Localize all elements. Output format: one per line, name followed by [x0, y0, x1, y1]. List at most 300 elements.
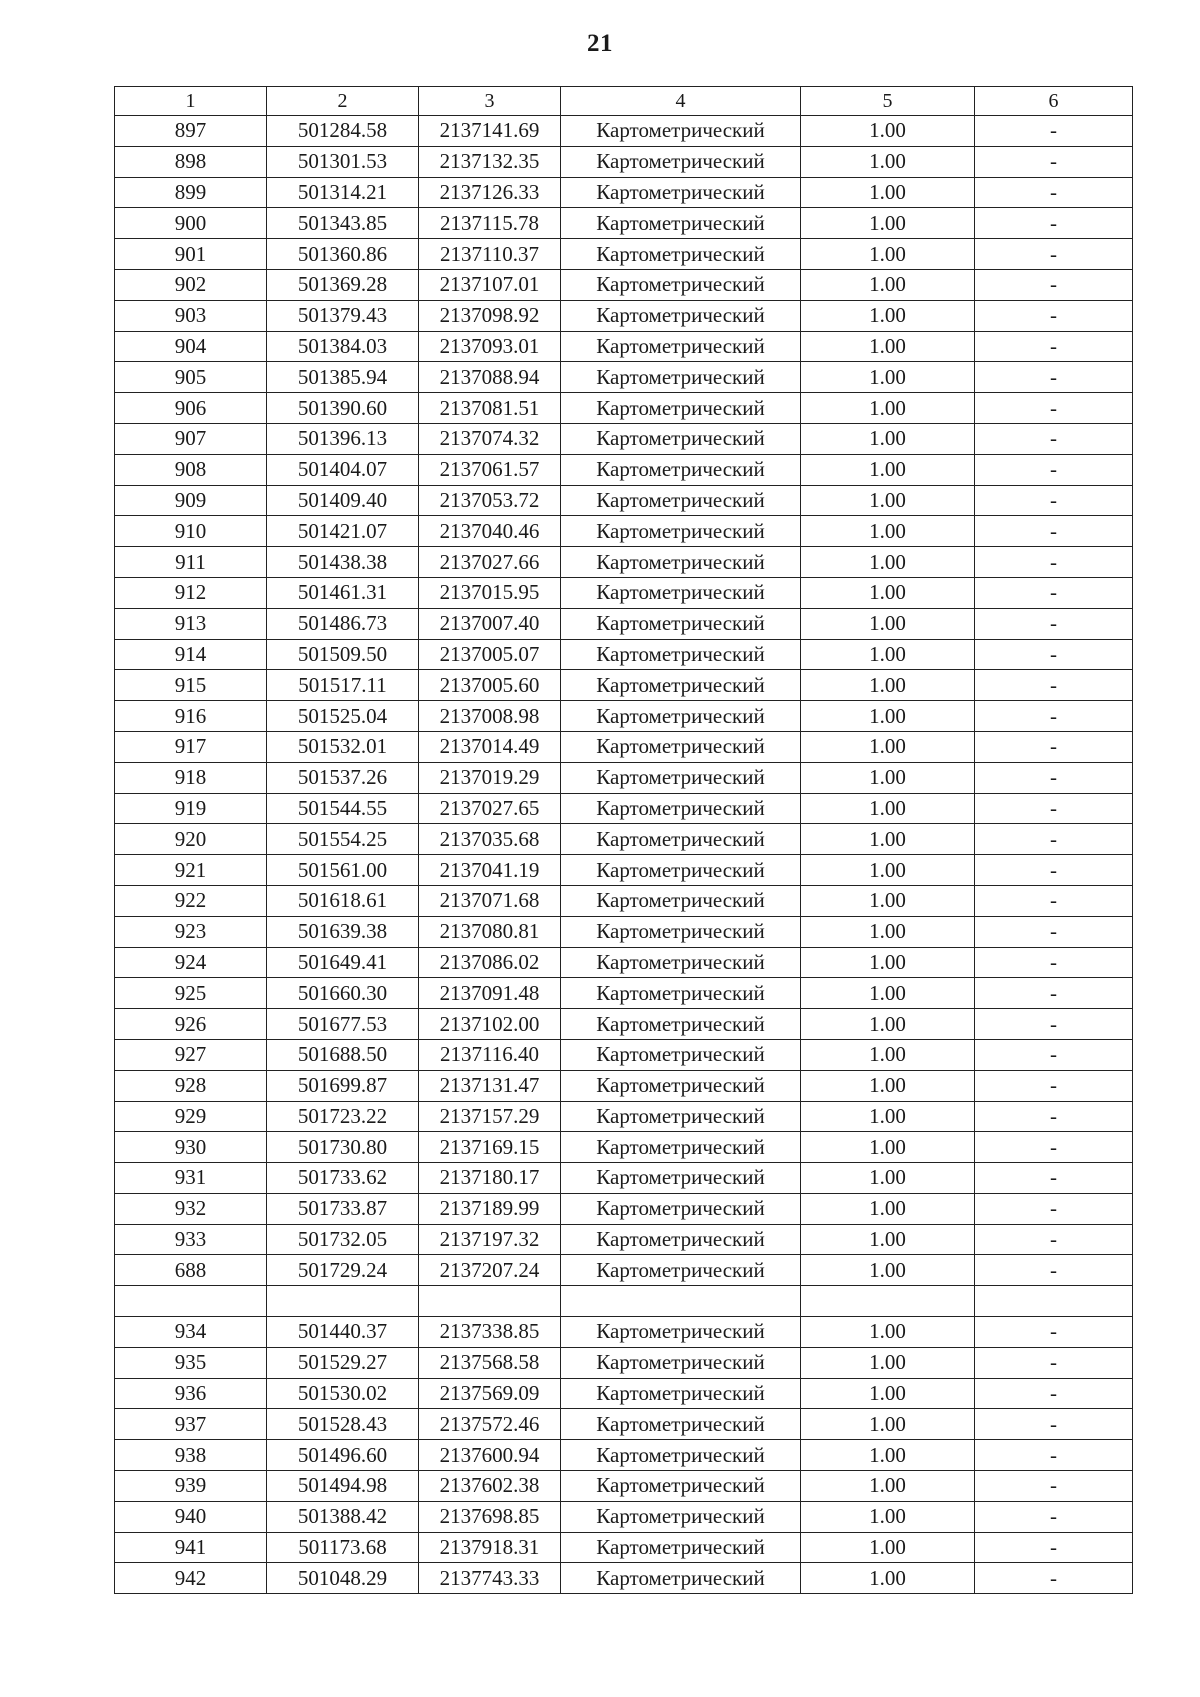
y-coordinate-cell: 2137074.32 — [419, 423, 561, 454]
point-number-cell: 912 — [115, 577, 267, 608]
x-coordinate-cell: 501732.05 — [267, 1224, 419, 1255]
x-coordinate-cell: 501369.28 — [267, 269, 419, 300]
method-cell: Картометрический — [561, 1409, 801, 1440]
method-cell: Картометрический — [561, 547, 801, 578]
point-number-cell: 940 — [115, 1501, 267, 1532]
table-row — [115, 1409, 1133, 1440]
note-cell: - — [975, 1224, 1133, 1255]
point-number-cell: 910 — [115, 516, 267, 547]
accuracy-cell: 1.00 — [801, 1532, 975, 1563]
method-cell: Картометрический — [561, 670, 801, 701]
accuracy-cell: 1.00 — [801, 1224, 975, 1255]
y-coordinate-cell: 2137110.37 — [419, 239, 561, 270]
note-cell: - — [975, 885, 1133, 916]
point-number-cell: 931 — [115, 1163, 267, 1194]
y-coordinate-cell: 2137180.17 — [419, 1163, 561, 1194]
method-cell: Картометрический — [561, 1378, 801, 1409]
accuracy-cell: 1.00 — [801, 855, 975, 886]
method-cell: Картометрический — [561, 885, 801, 916]
note-cell: - — [975, 670, 1133, 701]
x-coordinate-cell: 501314.21 — [267, 177, 419, 208]
y-coordinate-cell: 2137197.32 — [419, 1224, 561, 1255]
point-number-cell: 899 — [115, 177, 267, 208]
table-row — [115, 1039, 1133, 1070]
method-cell: Картометрический — [561, 423, 801, 454]
point-number-cell: 921 — [115, 855, 267, 886]
accuracy-cell: 1.00 — [801, 577, 975, 608]
method-cell: Картометрический — [561, 1101, 801, 1132]
note-cell: - — [975, 793, 1133, 824]
method-cell: Картометрический — [561, 1132, 801, 1163]
table-row — [115, 1132, 1133, 1163]
x-coordinate-cell: 501404.07 — [267, 454, 419, 485]
note-cell: - — [975, 1317, 1133, 1348]
y-coordinate-cell: 2137053.72 — [419, 485, 561, 516]
note-cell: - — [975, 423, 1133, 454]
table-row — [115, 239, 1133, 270]
method-cell: Картометрический — [561, 731, 801, 762]
y-coordinate-cell: 2137005.60 — [419, 670, 561, 701]
accuracy-cell: 1.00 — [801, 1409, 975, 1440]
note-cell: - — [975, 547, 1133, 578]
method-cell: Картометрический — [561, 1224, 801, 1255]
accuracy-cell: 1.00 — [801, 639, 975, 670]
note-cell: - — [975, 239, 1133, 270]
point-number-cell: 898 — [115, 146, 267, 177]
point-number-cell: 939 — [115, 1471, 267, 1502]
table-row — [115, 701, 1133, 732]
point-number-cell: 911 — [115, 547, 267, 578]
accuracy-cell: 1.00 — [801, 1101, 975, 1132]
accuracy-cell — [801, 1286, 975, 1317]
method-cell: Картометрический — [561, 269, 801, 300]
note-cell: - — [975, 1070, 1133, 1101]
y-coordinate-cell: 2137014.49 — [419, 731, 561, 762]
table-row — [115, 177, 1133, 208]
y-coordinate-cell: 2137091.48 — [419, 978, 561, 1009]
x-coordinate-cell: 501532.01 — [267, 731, 419, 762]
x-coordinate-cell: 501486.73 — [267, 608, 419, 639]
x-coordinate-cell: 501554.25 — [267, 824, 419, 855]
y-coordinate-cell: 2137189.99 — [419, 1193, 561, 1224]
note-cell: - — [975, 362, 1133, 393]
note-cell: - — [975, 701, 1133, 732]
accuracy-cell: 1.00 — [801, 485, 975, 516]
x-coordinate-cell: 501384.03 — [267, 331, 419, 362]
table-row — [115, 855, 1133, 886]
method-cell: Картометрический — [561, 300, 801, 331]
table-row — [115, 639, 1133, 670]
note-cell: - — [975, 177, 1133, 208]
x-coordinate-cell: 501729.24 — [267, 1255, 419, 1286]
note-cell: - — [975, 1163, 1133, 1194]
method-cell: Картометрический — [561, 1255, 801, 1286]
column-header: 3 — [419, 87, 561, 116]
note-cell: - — [975, 731, 1133, 762]
note-cell: - — [975, 454, 1133, 485]
y-coordinate-cell: 2137569.09 — [419, 1378, 561, 1409]
note-cell: - — [975, 1009, 1133, 1040]
point-number-cell: 916 — [115, 701, 267, 732]
accuracy-cell: 1.00 — [801, 1009, 975, 1040]
point-number-cell: 688 — [115, 1255, 267, 1286]
note-cell: - — [975, 1193, 1133, 1224]
table-body — [115, 116, 1133, 1594]
x-coordinate-cell: 501390.60 — [267, 393, 419, 424]
note-cell: - — [975, 300, 1133, 331]
accuracy-cell: 1.00 — [801, 177, 975, 208]
y-coordinate-cell — [419, 1286, 561, 1317]
method-cell: Картометрический — [561, 331, 801, 362]
note-cell: - — [975, 516, 1133, 547]
note-cell: - — [975, 824, 1133, 855]
x-coordinate-cell: 501440.37 — [267, 1317, 419, 1348]
table-row — [115, 1563, 1133, 1594]
note-cell: - — [975, 331, 1133, 362]
note-cell: - — [975, 116, 1133, 147]
table-row — [115, 331, 1133, 362]
x-coordinate-cell: 501530.02 — [267, 1378, 419, 1409]
table-row — [115, 762, 1133, 793]
table-row — [115, 793, 1133, 824]
accuracy-cell: 1.00 — [801, 454, 975, 485]
x-coordinate-cell — [267, 1286, 419, 1317]
table-row — [115, 1501, 1133, 1532]
point-number-cell: 917 — [115, 731, 267, 762]
table-row — [115, 300, 1133, 331]
note-cell: - — [975, 1132, 1133, 1163]
point-number-cell: 907 — [115, 423, 267, 454]
accuracy-cell: 1.00 — [801, 1347, 975, 1378]
x-coordinate-cell: 501677.53 — [267, 1009, 419, 1040]
point-number-cell: 913 — [115, 608, 267, 639]
method-cell: Картометрический — [561, 701, 801, 732]
point-number-cell: 915 — [115, 670, 267, 701]
point-number-cell: 901 — [115, 239, 267, 270]
y-coordinate-cell: 2137157.29 — [419, 1101, 561, 1132]
table-row — [115, 516, 1133, 547]
x-coordinate-cell: 501461.31 — [267, 577, 419, 608]
x-coordinate-cell: 501730.80 — [267, 1132, 419, 1163]
y-coordinate-cell: 2137035.68 — [419, 824, 561, 855]
accuracy-cell: 1.00 — [801, 423, 975, 454]
method-cell: Картометрический — [561, 1070, 801, 1101]
accuracy-cell: 1.00 — [801, 208, 975, 239]
note-cell: - — [975, 208, 1133, 239]
note-cell: - — [975, 947, 1133, 978]
header-row — [115, 87, 1133, 116]
accuracy-cell: 1.00 — [801, 146, 975, 177]
table-row — [115, 1317, 1133, 1348]
table-row — [115, 547, 1133, 578]
table-row — [115, 1255, 1133, 1286]
note-cell: - — [975, 855, 1133, 886]
method-cell: Картометрический — [561, 639, 801, 670]
x-coordinate-cell: 501388.42 — [267, 1501, 419, 1532]
table-row — [115, 116, 1133, 147]
accuracy-cell: 1.00 — [801, 1378, 975, 1409]
x-coordinate-cell: 501688.50 — [267, 1039, 419, 1070]
point-number-cell: 909 — [115, 485, 267, 516]
x-coordinate-cell: 501733.62 — [267, 1163, 419, 1194]
table-row — [115, 1378, 1133, 1409]
y-coordinate-cell: 2137086.02 — [419, 947, 561, 978]
coordinates-table — [114, 86, 1133, 1594]
accuracy-cell: 1.00 — [801, 670, 975, 701]
point-number-cell: 929 — [115, 1101, 267, 1132]
table-row — [115, 1070, 1133, 1101]
table-row — [115, 1193, 1133, 1224]
table-header — [115, 87, 1133, 116]
table-row — [115, 423, 1133, 454]
y-coordinate-cell: 2137568.58 — [419, 1347, 561, 1378]
point-number-cell — [115, 1286, 267, 1317]
y-coordinate-cell: 2137572.46 — [419, 1409, 561, 1440]
x-coordinate-cell: 501517.11 — [267, 670, 419, 701]
accuracy-cell: 1.00 — [801, 1070, 975, 1101]
y-coordinate-cell: 2137102.00 — [419, 1009, 561, 1040]
method-cell: Картометрический — [561, 762, 801, 793]
method-cell: Картометрический — [561, 1317, 801, 1348]
x-coordinate-cell: 501525.04 — [267, 701, 419, 732]
note-cell: - — [975, 269, 1133, 300]
column-header: 1 — [115, 87, 267, 116]
page-number: 21 — [587, 30, 613, 57]
method-cell: Картометрический — [561, 1563, 801, 1594]
note-cell: - — [975, 639, 1133, 670]
table-row — [115, 362, 1133, 393]
y-coordinate-cell: 2137602.38 — [419, 1471, 561, 1502]
x-coordinate-cell: 501421.07 — [267, 516, 419, 547]
x-coordinate-cell: 501496.60 — [267, 1440, 419, 1471]
x-coordinate-cell: 501537.26 — [267, 762, 419, 793]
note-cell: - — [975, 1255, 1133, 1286]
accuracy-cell: 1.00 — [801, 793, 975, 824]
y-coordinate-cell: 2137027.65 — [419, 793, 561, 824]
point-number-cell: 926 — [115, 1009, 267, 1040]
column-header: 4 — [561, 87, 801, 116]
accuracy-cell: 1.00 — [801, 1255, 975, 1286]
y-coordinate-cell: 2137338.85 — [419, 1317, 561, 1348]
accuracy-cell: 1.00 — [801, 1440, 975, 1471]
table-row — [115, 978, 1133, 1009]
point-number-cell: 941 — [115, 1532, 267, 1563]
table-row — [115, 1440, 1133, 1471]
accuracy-cell: 1.00 — [801, 824, 975, 855]
table-row — [115, 608, 1133, 639]
y-coordinate-cell: 2137169.15 — [419, 1132, 561, 1163]
y-coordinate-cell: 2137088.94 — [419, 362, 561, 393]
y-coordinate-cell: 2137600.94 — [419, 1440, 561, 1471]
method-cell: Картометрический — [561, 1347, 801, 1378]
method-cell: Картометрический — [561, 208, 801, 239]
point-number-cell: 919 — [115, 793, 267, 824]
note-cell: - — [975, 608, 1133, 639]
accuracy-cell: 1.00 — [801, 516, 975, 547]
x-coordinate-cell: 501529.27 — [267, 1347, 419, 1378]
x-coordinate-cell: 501396.13 — [267, 423, 419, 454]
y-coordinate-cell: 2137918.31 — [419, 1532, 561, 1563]
table-row — [115, 577, 1133, 608]
table-row — [115, 1347, 1133, 1378]
y-coordinate-cell: 2137007.40 — [419, 608, 561, 639]
point-number-cell: 920 — [115, 824, 267, 855]
note-cell: - — [975, 1101, 1133, 1132]
accuracy-cell: 1.00 — [801, 978, 975, 1009]
accuracy-cell: 1.00 — [801, 1471, 975, 1502]
note-cell: - — [975, 1501, 1133, 1532]
point-number-cell: 900 — [115, 208, 267, 239]
method-cell: Картометрический — [561, 793, 801, 824]
method-cell: Картометрический — [561, 177, 801, 208]
note-cell: - — [975, 1532, 1133, 1563]
table-row — [115, 1471, 1133, 1502]
method-cell: Картометрический — [561, 608, 801, 639]
method-cell: Картометрический — [561, 239, 801, 270]
table-row — [115, 824, 1133, 855]
point-number-cell: 938 — [115, 1440, 267, 1471]
y-coordinate-cell: 2137005.07 — [419, 639, 561, 670]
table-row — [115, 1532, 1133, 1563]
table-row — [115, 670, 1133, 701]
accuracy-cell: 1.00 — [801, 1317, 975, 1348]
table-row — [115, 1009, 1133, 1040]
note-cell: - — [975, 1409, 1133, 1440]
note-cell: - — [975, 146, 1133, 177]
table-row — [115, 393, 1133, 424]
method-cell: Картометрический — [561, 855, 801, 886]
x-coordinate-cell: 501409.40 — [267, 485, 419, 516]
accuracy-cell: 1.00 — [801, 1193, 975, 1224]
x-coordinate-cell: 501723.22 — [267, 1101, 419, 1132]
accuracy-cell: 1.00 — [801, 1039, 975, 1070]
x-coordinate-cell: 501639.38 — [267, 916, 419, 947]
accuracy-cell: 1.00 — [801, 608, 975, 639]
point-number-cell: 923 — [115, 916, 267, 947]
point-number-cell: 918 — [115, 762, 267, 793]
point-number-cell: 937 — [115, 1409, 267, 1440]
accuracy-cell: 1.00 — [801, 362, 975, 393]
y-coordinate-cell: 2137027.66 — [419, 547, 561, 578]
x-coordinate-cell: 501649.41 — [267, 947, 419, 978]
point-number-cell: 942 — [115, 1563, 267, 1594]
table-row — [115, 146, 1133, 177]
point-number-cell: 936 — [115, 1378, 267, 1409]
method-cell: Картометрический — [561, 116, 801, 147]
y-coordinate-cell: 2137093.01 — [419, 331, 561, 362]
y-coordinate-cell: 2137126.33 — [419, 177, 561, 208]
y-coordinate-cell: 2137019.29 — [419, 762, 561, 793]
method-cell — [561, 1286, 801, 1317]
method-cell: Картометрический — [561, 978, 801, 1009]
note-cell: - — [975, 485, 1133, 516]
y-coordinate-cell: 2137041.19 — [419, 855, 561, 886]
point-number-cell: 927 — [115, 1039, 267, 1070]
column-header: 2 — [267, 87, 419, 116]
point-number-cell: 932 — [115, 1193, 267, 1224]
method-cell: Картометрический — [561, 393, 801, 424]
method-cell: Картометрический — [561, 146, 801, 177]
x-coordinate-cell: 501360.86 — [267, 239, 419, 270]
method-cell: Картометрический — [561, 1440, 801, 1471]
table-row — [115, 208, 1133, 239]
accuracy-cell: 1.00 — [801, 300, 975, 331]
y-coordinate-cell: 2137131.47 — [419, 1070, 561, 1101]
note-cell: - — [975, 1563, 1133, 1594]
point-number-cell: 935 — [115, 1347, 267, 1378]
accuracy-cell: 1.00 — [801, 885, 975, 916]
y-coordinate-cell: 2137116.40 — [419, 1039, 561, 1070]
table-row — [115, 731, 1133, 762]
y-coordinate-cell: 2137098.92 — [419, 300, 561, 331]
note-cell: - — [975, 978, 1133, 1009]
method-cell: Картометрический — [561, 1163, 801, 1194]
table-row — [115, 1101, 1133, 1132]
note-cell: - — [975, 1378, 1133, 1409]
y-coordinate-cell: 2137698.85 — [419, 1501, 561, 1532]
accuracy-cell: 1.00 — [801, 916, 975, 947]
note-cell: - — [975, 1347, 1133, 1378]
y-coordinate-cell: 2137008.98 — [419, 701, 561, 732]
point-number-cell: 924 — [115, 947, 267, 978]
accuracy-cell: 1.00 — [801, 116, 975, 147]
method-cell: Картометрический — [561, 1532, 801, 1563]
point-number-cell: 906 — [115, 393, 267, 424]
x-coordinate-cell: 501379.43 — [267, 300, 419, 331]
x-coordinate-cell: 501561.00 — [267, 855, 419, 886]
column-header: 6 — [975, 87, 1133, 116]
x-coordinate-cell: 501301.53 — [267, 146, 419, 177]
table-row — [115, 1163, 1133, 1194]
method-cell: Картометрический — [561, 362, 801, 393]
note-cell: - — [975, 1039, 1133, 1070]
accuracy-cell: 1.00 — [801, 239, 975, 270]
table-row — [115, 485, 1133, 516]
y-coordinate-cell: 2137061.57 — [419, 454, 561, 485]
y-coordinate-cell: 2137207.24 — [419, 1255, 561, 1286]
x-coordinate-cell: 501618.61 — [267, 885, 419, 916]
accuracy-cell: 1.00 — [801, 1501, 975, 1532]
x-coordinate-cell: 501048.29 — [267, 1563, 419, 1594]
point-number-cell: 908 — [115, 454, 267, 485]
y-coordinate-cell: 2137015.95 — [419, 577, 561, 608]
table-row — [115, 885, 1133, 916]
x-coordinate-cell: 501660.30 — [267, 978, 419, 1009]
table-row — [115, 1286, 1133, 1317]
point-number-cell: 905 — [115, 362, 267, 393]
note-cell: - — [975, 1471, 1133, 1502]
accuracy-cell: 1.00 — [801, 762, 975, 793]
point-number-cell: 925 — [115, 978, 267, 1009]
column-header: 5 — [801, 87, 975, 116]
table-row — [115, 916, 1133, 947]
y-coordinate-cell: 2137132.35 — [419, 146, 561, 177]
x-coordinate-cell: 501509.50 — [267, 639, 419, 670]
point-number-cell: 902 — [115, 269, 267, 300]
note-cell: - — [975, 1440, 1133, 1471]
y-coordinate-cell: 2137040.46 — [419, 516, 561, 547]
table-row — [115, 454, 1133, 485]
x-coordinate-cell: 501385.94 — [267, 362, 419, 393]
method-cell: Картометрический — [561, 1471, 801, 1502]
accuracy-cell: 1.00 — [801, 701, 975, 732]
note-cell: - — [975, 916, 1133, 947]
y-coordinate-cell: 2137141.69 — [419, 116, 561, 147]
x-coordinate-cell: 501343.85 — [267, 208, 419, 239]
point-number-cell: 930 — [115, 1132, 267, 1163]
x-coordinate-cell: 501733.87 — [267, 1193, 419, 1224]
x-coordinate-cell: 501173.68 — [267, 1532, 419, 1563]
